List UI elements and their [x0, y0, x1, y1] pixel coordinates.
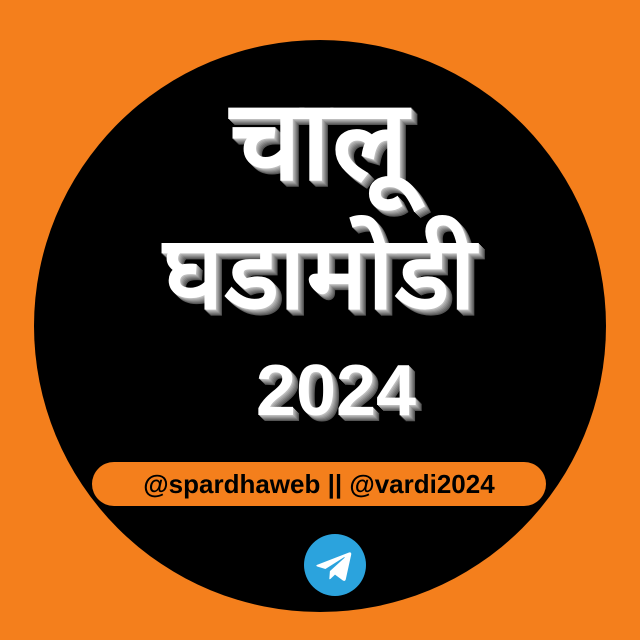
telegram-icon [304, 534, 366, 596]
social-handles-pill: @spardhaweb || @vardi2024 [92, 462, 546, 506]
logo-year: 2024 [255, 351, 417, 431]
logo-title-line-1: चालू [229, 76, 411, 206]
logo-title-line-2: घडामोडी [163, 214, 477, 333]
telegram-plane-icon [304, 534, 366, 596]
